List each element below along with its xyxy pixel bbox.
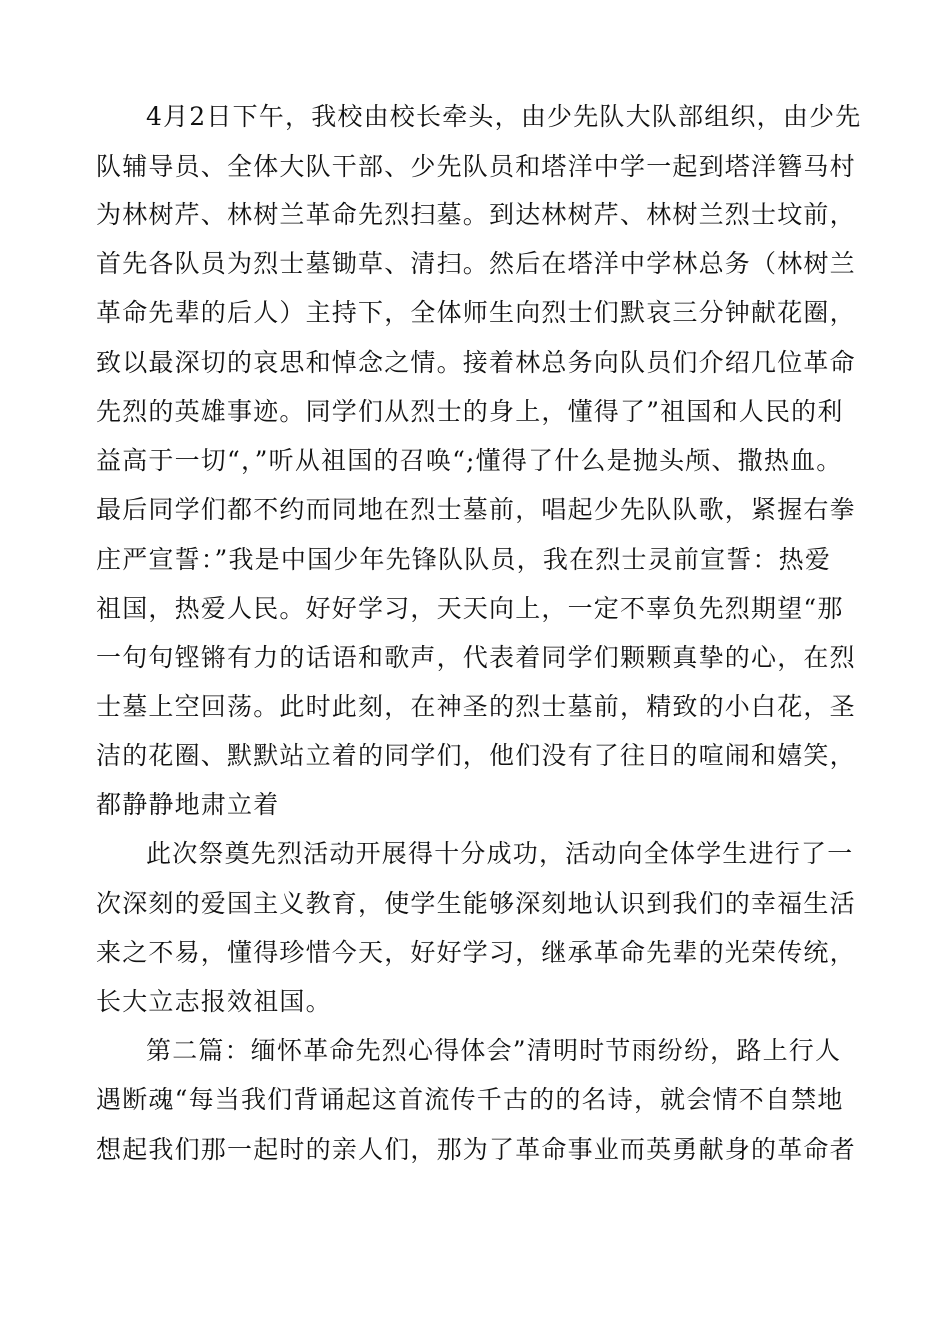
paragraph-1-line-4: 首先各队员为烈士墓锄草、清扫。然后在塔洋中学林总务（林树兰 — [96, 249, 856, 278]
paragraph-1-line-8: 益高于一切“，”听从祖国的召唤“;懂得了什么是抛头颅、撒热血。 — [96, 446, 843, 475]
paragraph-1-line-5: 革命先辈的后人）主持下，全体师生向烈士们默哀三分钟献花圈， — [96, 298, 856, 327]
paragraph-1-line-9: 最后同学们都不约而同地在烈士墓前，唱起少先队队歌，紧握右拳 — [96, 495, 856, 524]
paragraph-1-line-6: 致以最深切的哀思和悼念之情。接着林总务向队员们介绍几位革命 — [96, 348, 856, 377]
paragraph-3-line-3: 想起我们那一起时的亲人们，那为了革命事业而英勇献身的革命者 — [96, 1135, 856, 1164]
paragraph-2-line-1: 此次祭奠先烈活动开展得十分成功，活动向全体学生进行了一 — [146, 839, 854, 868]
paragraph-1-line-14: 洁的花圈、默默站立着的同学们，他们没有了往日的喧闹和嬉笑， — [96, 741, 856, 770]
paragraph-1-line-12: 一句句铿锵有力的话语和歌声，代表着同学们颗颗真挚的心，在烈 — [96, 643, 856, 672]
paragraph-3-line-2: 遇断魂“每当我们背诵起这首流传千古的的名诗，就会情不自禁地 — [96, 1085, 844, 1114]
paragraph-1-line-13: 士墓上空回荡。此时此刻，在神圣的烈士墓前，精致的小白花，圣 — [96, 692, 856, 721]
paragraph-1-line-11: 祖国，热爱人民。好好学习，天天向上，一定不辜负先烈期望“那 — [96, 594, 844, 623]
paragraph-2-line-3: 来之不易，懂得珍惜今天，好好学习，继承革命先辈的光荣传统， — [96, 938, 856, 967]
paragraph-2-line-2: 次深刻的爱国主义教育，使学生能够深刻地认识到我们的幸福生活 — [96, 889, 856, 918]
paragraph-1-line-2: 队辅导员、全体大队干部、少先队员和塔洋中学一起到塔洋簪马村 — [96, 152, 856, 181]
paragraph-3-line-1: 第二篇：缅怀革命先烈心得体会”清明时节雨纷纷，路上行人 — [146, 1036, 842, 1065]
paragraph-2-line-4: 长大立志报效祖国。 — [96, 987, 332, 1016]
paragraph-1-line-3: 为林树芹、林树兰革命先烈扫墓。到达林树芹、林树兰烈士坟前， — [96, 200, 856, 229]
paragraph-1-line-7: 先烈的英雄事迹。同学们从烈士的身上，懂得了”祖国和人民的利 — [96, 397, 844, 426]
paragraph-1-line-1: 4月2日下午，我校由校长牵头，由少先队大队部组织，由少先 — [146, 102, 862, 131]
paragraph-1-line-15: 都静静地肃立着 — [96, 790, 280, 819]
paragraph-1-line-10: 庄严宣誓：”我是中国少年先锋队队员，我在烈士灵前宣誓：热爱 — [96, 545, 832, 574]
